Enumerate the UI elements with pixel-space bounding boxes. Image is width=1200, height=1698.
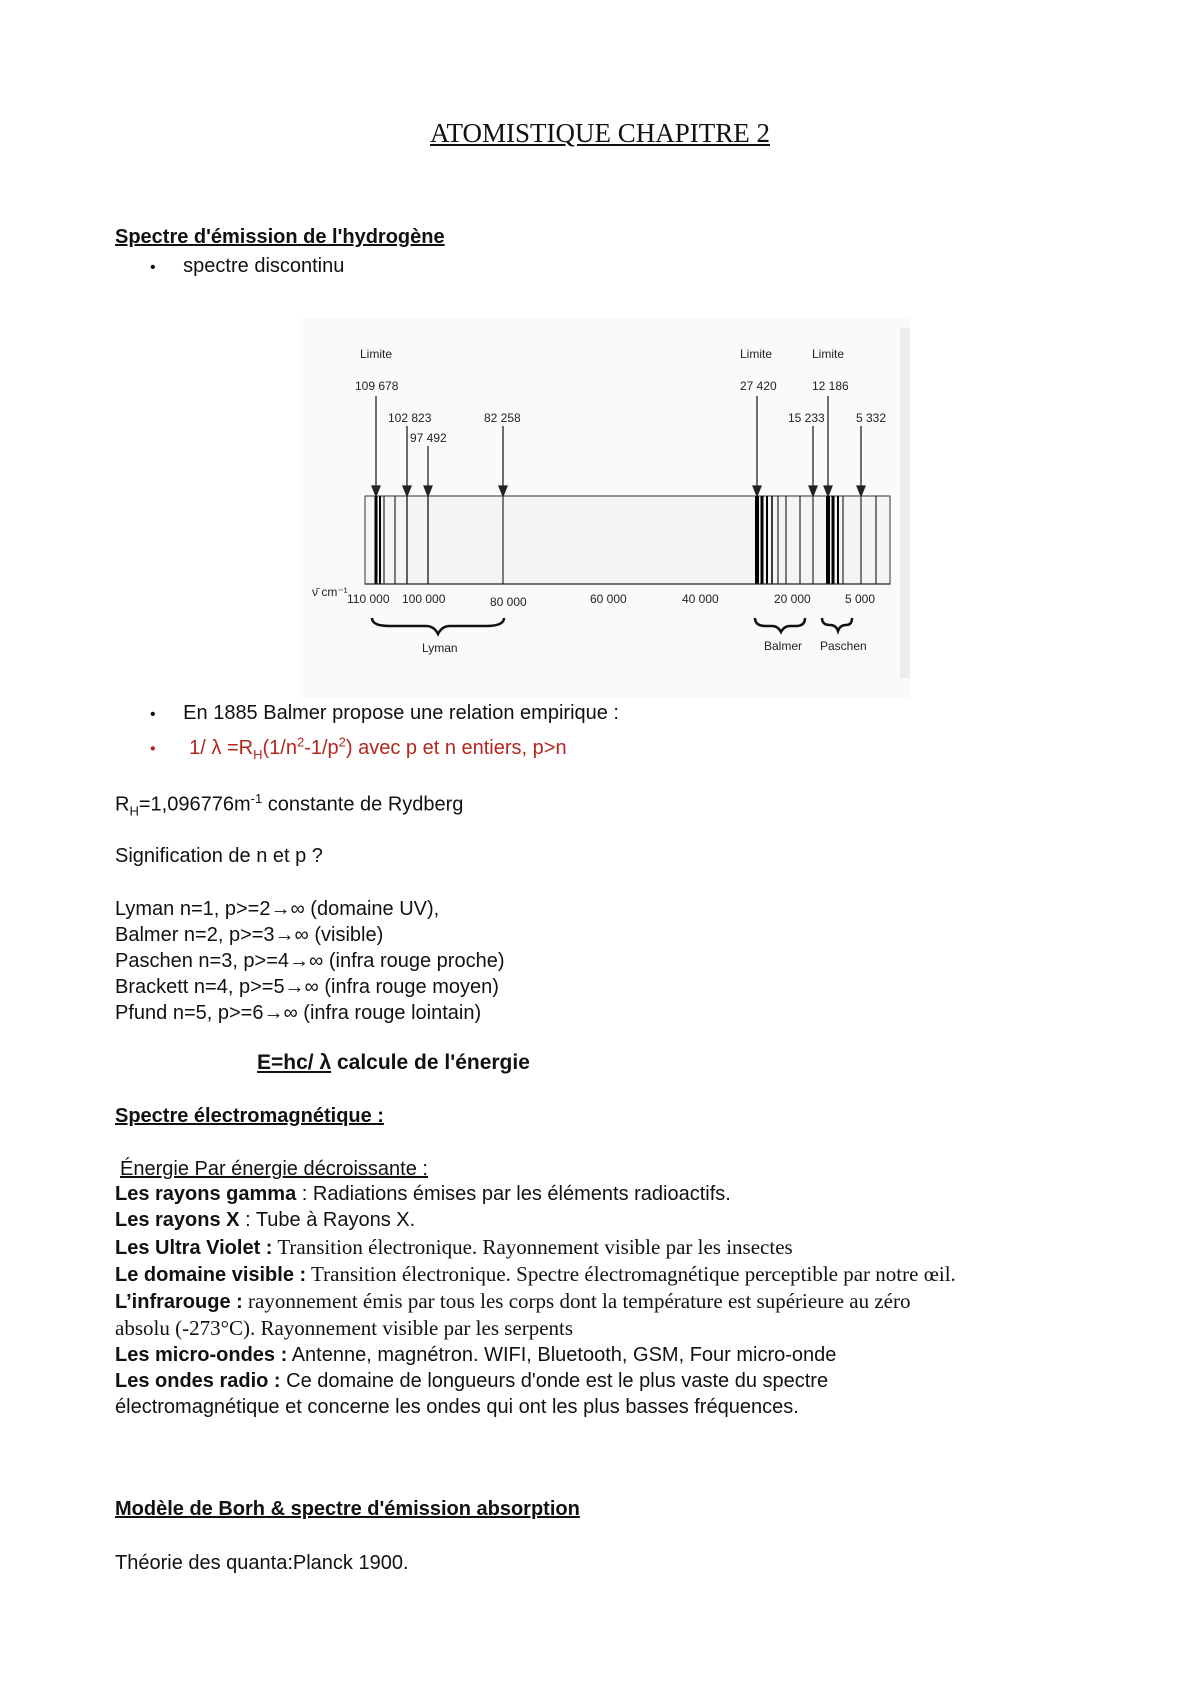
axis-tick-label: 110 000 <box>347 592 390 606</box>
bullet-item <box>150 700 619 728</box>
rydberg-constant: $R_H=1,096776m^{-1}$ constante de Rydberg <box>115 791 464 819</box>
wavenumber-label: 12 186 <box>812 379 849 393</box>
series-line: Brackett n=4, p>=5→∞ (infra rouge moyen) <box>115 976 499 998</box>
axis-tick-label: 60 000 <box>590 592 627 606</box>
wavenumber-label: 102 823 <box>388 411 432 425</box>
em-item: Les micro-ondes : Antenne, magnétron. WIFI, Bluetooth, GSM, Four micro-onde <box>115 1344 837 1366</box>
axis-tick-label: 5 000 <box>845 592 876 606</box>
formula-text: 1/ $\lambda =R_H(1/n^2-1/p^2)$ avec p et n entiers, p>n <box>189 734 567 762</box>
wavenumber-label: 27 420 <box>740 379 777 393</box>
axis-tick-label: 100 000 <box>402 592 446 606</box>
bullet-icon: • <box>150 259 156 276</box>
wavenumber-label: 82 258 <box>484 411 521 425</box>
page-title: ATOMISTIQUE CHAPITRE 2 <box>429 118 770 148</box>
em-item: Les ondes radio : Ce domaine de longueurs d'onde est le plus vaste du spectre <box>115 1370 829 1392</box>
axis-unit-label: ν̄ cm⁻¹ <box>312 585 348 599</box>
em-item: Les rayons X : Tube à Rayons X. <box>115 1209 416 1231</box>
balmer-formula <box>150 729 567 768</box>
bullet-text: En 1885 Balmer propose une relation empirique : <box>183 702 619 724</box>
bullet-icon: • <box>150 740 156 758</box>
axis-tick-label: 40 000 <box>682 592 719 606</box>
energy-formula: E=hc/ λ <box>257 1051 332 1074</box>
wavenumber-label: 15 233 <box>788 411 825 425</box>
em-item: Les Ultra Violet : Transition électronique. Rayonnement visible par les insectes <box>115 1235 793 1259</box>
energy-label: calcule de l'énergie <box>331 1051 530 1074</box>
wavenumber-label: 97 492 <box>410 431 447 445</box>
section-heading-em-spectrum: Spectre électromagnétique : <box>115 1105 384 1127</box>
question-text: Signification de n et p ? <box>115 845 323 867</box>
spectrum-band <box>365 496 890 584</box>
em-intro: Énergie Par énergie décroissante : <box>120 1158 428 1180</box>
em-item: Les rayons gamma : Radiations émises par les éléments radioactifs. <box>115 1183 731 1205</box>
bullet-item <box>150 253 344 281</box>
limit-label-paschen: Limite <box>812 347 845 361</box>
axis-tick-label: 80 000 <box>490 595 527 609</box>
section-heading-hydrogen-spectrum: Spectre d'émission de l'hydrogène <box>115 226 445 248</box>
wavenumber-label: 5 332 <box>856 411 887 425</box>
series-line: Lyman n=1, p>=2→∞ (domaine UV), <box>115 898 440 920</box>
em-item: absolu (-273°C). Rayonnement visible par les serpents <box>115 1316 574 1340</box>
em-item: Le domaine visible : Transition électronique. Spectre électromagnétique perceptible par notre œil. <box>115 1262 956 1286</box>
series-line: Pfund n=5, p>=6→∞ (infra rouge lointain) <box>115 1002 482 1024</box>
figure-edge-shade <box>900 328 910 678</box>
series-label-lyman: Lyman <box>422 641 458 655</box>
bullet-text: spectre discontinu <box>183 255 345 277</box>
bullet-icon: • <box>150 706 156 723</box>
section-heading-bohr-model: Modèle de Borh & spectre d'émission absorption <box>115 1498 580 1520</box>
series-line: Paschen n=3, p>=4→∞ (infra rouge proche) <box>115 950 505 972</box>
limit-label-lyman: Limite <box>360 347 393 361</box>
series-line: Balmer n=2, p>=3→∞ (visible) <box>115 924 384 946</box>
em-item: L’infrarouge : rayonnement émis par tous les corps dont la température est supérieure au zéro <box>115 1289 911 1313</box>
quanta-text: Théorie des quanta:Planck 1900. <box>115 1552 409 1574</box>
axis-tick-label: 20 000 <box>774 592 811 606</box>
series-label-paschen: Paschen <box>820 639 867 653</box>
energy-formula-line <box>257 1050 530 1076</box>
limit-label-balmer: Limite <box>740 347 773 361</box>
spectrum-diagram <box>300 318 910 698</box>
em-item: électromagnétique et concerne les ondes qui ont les plus basses fréquences. <box>115 1396 799 1418</box>
hydrogen-spectrum-figure <box>300 318 910 698</box>
wavenumber-label: 109 678 <box>355 379 399 393</box>
series-label-balmer: Balmer <box>764 639 803 653</box>
